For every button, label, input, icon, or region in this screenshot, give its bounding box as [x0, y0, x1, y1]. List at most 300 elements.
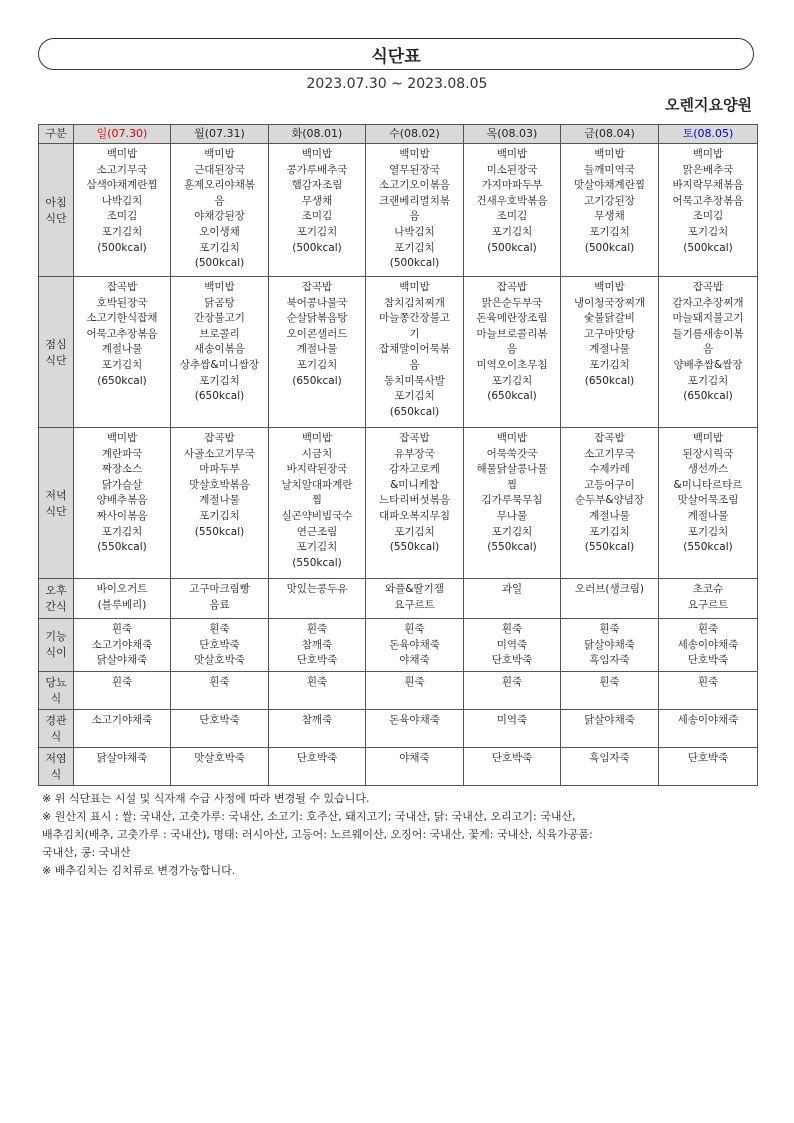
menu-cell [269, 428, 366, 579]
row-label-text: 식 [50, 691, 62, 705]
row-label-text: 오후 [45, 584, 67, 597]
menu-item: 나박김치 [101, 194, 143, 207]
menu-cell [464, 428, 561, 579]
menu-item: 북어콩나물국 [286, 296, 348, 309]
menu-item: 참깨죽 [301, 713, 333, 726]
menu-item: 고구마크림빵 [189, 583, 250, 595]
menu-item: 잡곡밥 [496, 281, 528, 293]
menu-item: 콩가루배추국 [286, 163, 348, 176]
menu-item: 참치김치찌개 [384, 296, 445, 309]
menu-item: 미역죽 [496, 638, 528, 651]
menu-item: 삼색야채계란찜 [86, 179, 158, 192]
menu-item: (650kcal) [292, 374, 342, 387]
menu-item: 맑은순두부국 [481, 296, 543, 309]
row-label-text: 저염 [45, 751, 67, 765]
note-line: ※ 원산지 표시 : 쌀: 국내산, 고춧가루: 국내산, 소고기: 호주산, 돼지고기; 국내산, 닭: 국내산, 오리고기: 국내산, [42, 810, 576, 823]
menu-item: 백미밥 [204, 148, 235, 160]
menu-item: (650kcal) [194, 390, 245, 403]
menu-item: 느타리버섯볶음 [378, 494, 450, 507]
menu-cell [366, 277, 464, 428]
meal-row-snack [39, 579, 758, 619]
menu-item: 닭살야채죽 [584, 638, 635, 651]
menu-cell [561, 709, 659, 747]
menu-item: (500kcal) [584, 241, 635, 254]
menu-item: 닭곰탕 [204, 296, 235, 309]
menu-item: 잡곡밥 [692, 281, 724, 293]
menu-cell [74, 671, 171, 709]
menu-cell [171, 579, 269, 619]
menu-item: 백미밥 [594, 281, 625, 293]
row-label-text: 점심 [45, 337, 67, 351]
menu-item: 마파두부 [199, 463, 240, 476]
menu-cell [561, 144, 659, 277]
menu-item: 계절나물 [589, 509, 630, 522]
menu-item: (블루베리) [97, 598, 147, 611]
menu-item: 포기김치 [199, 509, 240, 522]
menu-item: 잡곡밥 [204, 432, 235, 444]
meal-row-tube [39, 709, 758, 747]
row-label [39, 144, 74, 277]
menu-item: 무나물 [496, 509, 528, 522]
menu-item: 포기김치 [491, 225, 533, 238]
menu-item: 계절나물 [101, 343, 143, 356]
menu-cell [171, 671, 269, 709]
menu-item: (550kcal) [487, 541, 537, 554]
menu-item: 음 [506, 343, 518, 356]
menu-cell [269, 671, 366, 709]
menu-item: &미니타르타르 [673, 478, 743, 491]
menu-period: 2023.07.30 ~ 2023.08.05 [306, 76, 488, 92]
row-label [39, 671, 74, 709]
menu-item: 단호박죽 [199, 638, 240, 651]
menu-item: 소고기한식잡채 [86, 312, 158, 325]
menu-item: (650kcal) [683, 390, 733, 403]
menu-item: 음 [409, 358, 420, 371]
menu-cell [74, 619, 171, 672]
menu-cell [366, 428, 464, 579]
menu-item: 근대된장국 [194, 163, 245, 176]
menu-cell [74, 579, 171, 619]
menu-item: 포기김치 [101, 225, 143, 238]
menu-cell [366, 709, 464, 747]
menu-item: (500kcal) [97, 241, 147, 254]
menu-item: 햄감자조림 [291, 179, 343, 192]
menu-item: 무생채 [594, 210, 625, 223]
menu-item: 바지락무채볶음 [672, 179, 744, 192]
menu-cell [659, 144, 758, 277]
menu-item: 소고기무국 [584, 447, 635, 460]
notes [42, 790, 762, 880]
note-line: 국내산, 콩: 국내산 [42, 846, 131, 859]
menu-item: 맛살호박죽 [194, 751, 245, 764]
menu-item: 백미밥 [399, 148, 430, 160]
menu-item: 어묵고추장볶음 [672, 194, 744, 207]
row-label-text: 기능 [45, 630, 67, 644]
menu-item: 열무된장국 [389, 163, 440, 176]
menu-item: (550kcal) [584, 541, 635, 554]
menu-item: 찜 [311, 494, 323, 507]
menu-item: 돈육야채죽 [389, 638, 440, 651]
header-label: 구분 [39, 125, 74, 144]
menu-item: 닭살야채죽 [96, 751, 148, 764]
menu-item: 세송이야채죽 [677, 713, 739, 726]
day-mon: 월(07.31) [171, 125, 269, 144]
menu-cell [74, 709, 171, 747]
menu-item: 감자고로케 [389, 463, 440, 476]
menu-item: 야채죽 [399, 751, 430, 764]
menu-item: 마늘브로콜리볶 [476, 327, 548, 340]
menu-item: 흰죽 [209, 675, 230, 688]
menu-item: 양배추쌈&쌈장 [673, 358, 743, 371]
menu-item: 해물닭살콩나물 [476, 463, 548, 476]
row-label-text: 식단 [45, 353, 67, 367]
menu-item: 백미밥 [204, 281, 235, 293]
menu-item: 마늘돼지불고기 [672, 312, 744, 325]
menu-item: 시금치 [301, 447, 333, 460]
meal-row-breakfast [39, 144, 758, 277]
menu-item: 흰죽 [111, 675, 133, 688]
menu-cell [171, 144, 269, 277]
menu-item: 날치알대파계란 [281, 478, 353, 491]
menu-item: 흑임자죽 [589, 751, 630, 764]
menu-item: 사골소고기무국 [183, 447, 255, 460]
menu-cell [269, 709, 366, 747]
menu-item: 포기김치 [491, 374, 533, 387]
menu-cell [659, 277, 758, 428]
menu-cell [269, 144, 366, 277]
menu-item: 단호박죽 [687, 751, 729, 764]
menu-item: 흰죽 [209, 623, 230, 635]
menu-item: 동치미묵사발 [384, 374, 445, 387]
menu-cell [269, 579, 366, 619]
menu-item: 맑은배추국 [682, 163, 734, 176]
menu-item: (550kcal) [97, 541, 147, 554]
menu-item: 기 [409, 327, 420, 340]
note-line: ※ 배추김치는 김치류로 변경가능합니다. [42, 864, 236, 877]
row-label-text: 식 [50, 767, 62, 781]
menu-item: 양배추볶음 [96, 494, 148, 507]
menu-item: 감자고추장찌개 [672, 296, 744, 309]
row-label-text: 식단 [45, 211, 67, 225]
menu-item: 계절나물 [589, 343, 630, 356]
menu-item: 나박김치 [394, 225, 435, 238]
menu-item: 포기김치 [101, 358, 143, 371]
menu-item: 소고기무국 [96, 163, 148, 176]
row-label [39, 277, 74, 428]
menu-item: 찜 [506, 478, 518, 491]
menu-item: 김가루묵무침 [481, 494, 543, 507]
menu-item: (550kcal) [292, 556, 342, 569]
menu-item: 연근조림 [296, 525, 338, 538]
menu-item: 포기김치 [491, 525, 533, 538]
menu-item: 포기김치 [394, 241, 435, 254]
menu-table [38, 124, 758, 786]
menu-item: (500kcal) [389, 257, 440, 270]
menu-item: 포기김치 [296, 541, 338, 554]
menu-item: 크랜베리멸치볶 [378, 194, 450, 207]
menu-item: 실곤약비빔국수 [281, 509, 353, 522]
menu-cell [561, 747, 659, 785]
menu-item: 짜장소스 [101, 463, 143, 476]
menu-body [39, 144, 758, 786]
menu-item: 어묵쑥갓국 [486, 447, 538, 460]
menu-item: 어묵고추장볶음 [86, 327, 158, 340]
menu-item: 호박된장국 [96, 296, 148, 309]
menu-item: 돈육메란장조림 [476, 312, 548, 325]
menu-item: 단호박죽 [296, 654, 338, 667]
menu-cell [561, 428, 659, 579]
row-label [39, 619, 74, 672]
menu-item: 수제카레 [589, 463, 630, 476]
menu-item: 흰죽 [111, 623, 133, 635]
menu-item: 흰죽 [306, 675, 328, 688]
menu-cell [464, 709, 561, 747]
menu-cell [464, 144, 561, 277]
menu-cell [171, 277, 269, 428]
menu-cell [74, 428, 171, 579]
row-label-text: 간식 [45, 600, 67, 613]
menu-item: 흰죽 [501, 675, 523, 688]
menu-item: (650kcal) [389, 405, 440, 418]
menu-item: 백미밥 [301, 432, 333, 444]
menu-cell [366, 671, 464, 709]
menu-cell [659, 671, 758, 709]
menu-item: 맛있는콩두유 [286, 583, 348, 595]
menu-item: 요구르트 [687, 598, 729, 611]
menu-cell [171, 709, 269, 747]
day-wed: 수(08.02) [366, 125, 464, 144]
menu-item: 잡곡밥 [594, 432, 625, 444]
menu-item: 흰죽 [599, 623, 620, 635]
menu-cell [659, 428, 758, 579]
menu-item: 조미김 [496, 210, 528, 223]
menu-item: 훈제오리야채볶 [183, 179, 255, 192]
menu-item: 소고기오이볶음 [378, 179, 450, 192]
menu-item: 흰죽 [306, 623, 328, 635]
menu-item: 단호박죽 [199, 713, 240, 726]
menu-item: 포기김치 [296, 358, 338, 371]
menu-cell [464, 747, 561, 785]
menu-cell [561, 619, 659, 672]
menu-cell [366, 579, 464, 619]
menu-item: 들깨미역국 [584, 163, 635, 176]
menu-item: 생선까스 [687, 463, 729, 476]
menu-item: 포기김치 [296, 225, 338, 238]
menu-cell [464, 671, 561, 709]
menu-item: 오이콘샐러드 [286, 327, 348, 340]
menu-item: 잡곡밥 [301, 281, 333, 293]
menu-item: (650kcal) [584, 374, 635, 387]
row-label [39, 747, 74, 785]
menu-item: 과일 [501, 583, 523, 595]
menu-item: 미역죽 [496, 713, 528, 726]
menu-item: 조미김 [301, 210, 333, 223]
menu-item: 단호박죽 [687, 654, 729, 667]
menu-item: 음 [702, 343, 714, 356]
menu-cell [366, 144, 464, 277]
note-line: ※ 위 식단표는 시설 및 식자재 수급 사정에 따라 변경될 수 있습니다. [42, 792, 370, 805]
menu-cell [561, 277, 659, 428]
row-label-text: 식단 [45, 504, 67, 518]
menu-item: 초코슈 [692, 583, 724, 595]
row-label-text: 당뇨 [45, 675, 67, 689]
menu-item: 브로콜리 [199, 327, 240, 340]
menu-item: 고기강된장 [584, 194, 635, 207]
meal-row-functional [39, 619, 758, 672]
menu-item: 음 [409, 210, 420, 223]
menu-item: 포기김치 [589, 358, 630, 371]
menu-item: 흰죽 [404, 675, 425, 688]
menu-item: 맛살호박볶음 [189, 478, 250, 491]
menu-item: 맛살호박죽 [194, 654, 245, 667]
menu-item: 음료 [209, 598, 230, 611]
menu-item: (650kcal) [487, 390, 537, 403]
menu-item: 포기김치 [687, 374, 729, 387]
day-sun: 일(07.30) [74, 125, 171, 144]
menu-item: 건새우호박볶음 [476, 194, 548, 207]
header-row [39, 125, 758, 144]
menu-cell [659, 579, 758, 619]
menu-cell [269, 619, 366, 672]
row-label [39, 428, 74, 579]
menu-item: 포기김치 [199, 374, 240, 387]
menu-cell [561, 579, 659, 619]
menu-item: 포기김치 [687, 225, 729, 238]
menu-item: 포기김치 [101, 525, 143, 538]
menu-item: 잡채말이어묵볶 [378, 343, 450, 356]
menu-item: 백미밥 [399, 281, 430, 293]
menu-item: (500kcal) [683, 241, 733, 254]
menu-item: 된장시릭국 [682, 447, 734, 460]
menu-item: 백미밥 [496, 432, 528, 444]
menu-cell [464, 619, 561, 672]
menu-item: 계절나물 [199, 494, 240, 507]
note-line: 배추김치(배추, 고춧가루 : 국내산), 명태: 러시아산, 고등어: 노르웨이산, 오징어: 국내산, 꽃게: 국내산, 식육가공품: [42, 828, 593, 841]
menu-item: 흰죽 [697, 623, 719, 635]
menu-item: 마늘쫑간장불고 [378, 312, 450, 325]
day-fri: 금(08.04) [561, 125, 659, 144]
menu-item: 바지락된장국 [286, 463, 348, 476]
menu-item: 숯불닭갈비 [584, 312, 635, 325]
menu-cell [561, 671, 659, 709]
menu-item: 짜사이볶음 [96, 509, 148, 522]
menu-item: 단호박죽 [296, 751, 338, 764]
menu-item: 흰죽 [501, 623, 523, 635]
row-label [39, 579, 74, 619]
meal-row-lunch [39, 277, 758, 428]
menu-item: 포기김치 [589, 225, 630, 238]
menu-item: 조미김 [106, 210, 138, 223]
menu-item: 야채죽 [399, 654, 430, 667]
meal-row-diabetic [39, 671, 758, 709]
menu-item: 잡곡밥 [106, 281, 138, 293]
menu-item: 포기김치 [394, 390, 435, 403]
menu-item: 음 [214, 194, 225, 207]
menu-item: 유부장국 [394, 447, 435, 460]
menu-item: 상추쌈&미니쌈장 [179, 358, 260, 371]
menu-cell [464, 277, 561, 428]
menu-item: 미소된장국 [486, 163, 538, 176]
menu-item: (550kcal) [683, 541, 733, 554]
menu-item: 가지마파두부 [481, 179, 543, 192]
menu-cell [659, 619, 758, 672]
menu-cell [171, 619, 269, 672]
menu-item: 흑임자죽 [589, 654, 630, 667]
menu-item: 단호박죽 [491, 654, 533, 667]
menu-cell [74, 144, 171, 277]
menu-cell [366, 619, 464, 672]
menu-item: 요구르트 [394, 598, 435, 611]
row-label-text: 경관 [45, 713, 67, 727]
row-label-text: 식 [50, 729, 62, 743]
menu-item: 무생채 [301, 194, 333, 207]
menu-item: 백미밥 [594, 148, 625, 160]
menu-cell [464, 579, 561, 619]
menu-item: 소고기야채죽 [91, 638, 153, 651]
menu-item: 계란파국 [101, 447, 143, 460]
menu-item: 계절나물 [296, 343, 338, 356]
menu-title [38, 38, 754, 70]
menu-item: 와플&딸기잼 [385, 583, 444, 595]
menu-item: 참깨죽 [301, 638, 333, 651]
menu-item: 간장불고기 [194, 312, 245, 325]
menu-item: 백미밥 [106, 432, 138, 444]
menu-item: 오이생채 [199, 225, 240, 238]
menu-item: 계절나물 [687, 509, 729, 522]
menu-item: 고구마맛탕 [584, 327, 635, 340]
menu-item: 야채강된장 [194, 210, 245, 223]
day-tue: 화(08.01) [269, 125, 366, 144]
menu-cell [366, 747, 464, 785]
menu-item: &미니케찹 [390, 478, 439, 491]
menu-item: (500kcal) [194, 257, 245, 270]
menu-cell [74, 747, 171, 785]
menu-item: 포기김치 [394, 525, 435, 538]
menu-item: 백미밥 [692, 148, 724, 160]
menu-item: 세송이야채죽 [677, 638, 739, 651]
menu-item: 순두부&양념장 [574, 494, 645, 507]
menu-item: 냉이청국장찌개 [573, 296, 645, 309]
menu-item: 백미밥 [301, 148, 333, 160]
menu-item: (550kcal) [389, 541, 440, 554]
menu-cell [659, 709, 758, 747]
meal-row-low-sodium [39, 747, 758, 785]
row-label-text: 아침 [45, 195, 67, 209]
menu-item: 맛살어묵조림 [677, 494, 739, 507]
menu-cell [269, 747, 366, 785]
day-thu: 목(08.03) [464, 125, 561, 144]
menu-item: 들기름새송이볶 [672, 327, 744, 340]
facility-name: 오렌지요양원 [665, 96, 752, 114]
menu-item: 단호박죽 [491, 751, 533, 764]
menu-item: (500kcal) [292, 241, 342, 254]
menu-item: 고등어구이 [584, 478, 635, 491]
menu-item: 포기김치 [199, 241, 240, 254]
row-label [39, 709, 74, 747]
menu-item: 잡곡밥 [399, 432, 430, 444]
menu-item: 포기김치 [687, 525, 729, 538]
menu-item: 순살닭볶음탕 [286, 312, 348, 325]
menu-item: (550kcal) [194, 525, 245, 538]
menu-item: 대파오복지무침 [378, 509, 450, 522]
menu-item: 미역오이초무침 [476, 358, 548, 371]
meal-row-dinner [39, 428, 758, 579]
menu-item: 흰죽 [404, 623, 425, 635]
menu-item: 소고기야채죽 [91, 713, 153, 726]
menu-item: 닭가슴살 [101, 478, 143, 491]
menu-item: (500kcal) [487, 241, 537, 254]
menu-title-text: 식단표 [371, 46, 421, 67]
